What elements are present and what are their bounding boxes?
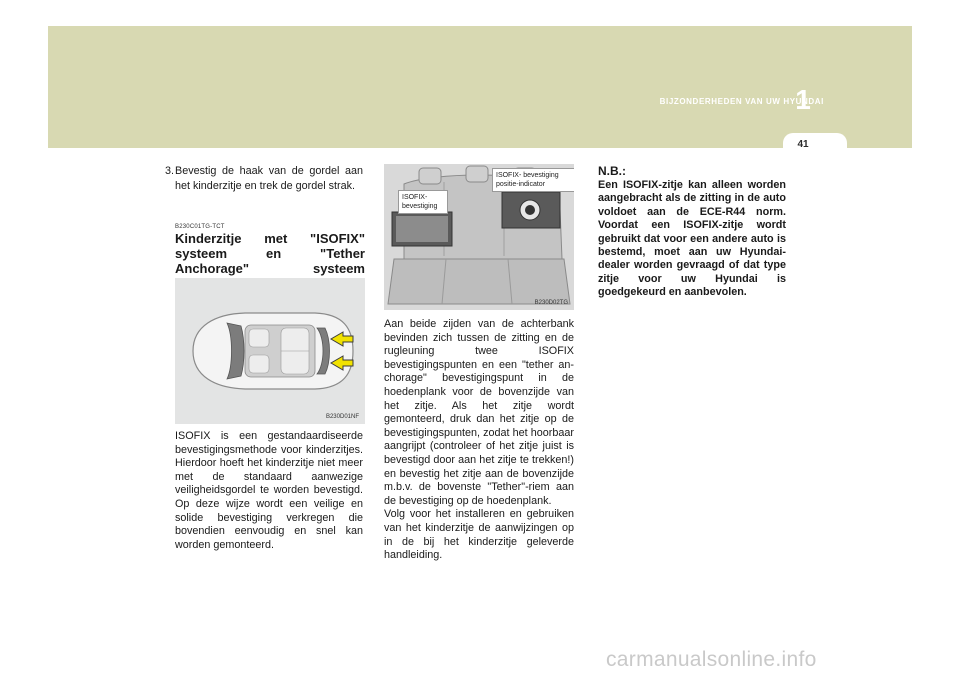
step-3 bbox=[165, 164, 363, 193]
paragraph-1: Aan beide zijden van de achterbank bevinden zich tussen de zitting en de rugleuning twee ISOFIX bevestigingspunten en een "tether an-chorage" bevestigingspunt in de hoedenplank voor de bovenzijde van het zitje. Als het zitje wordt gemonteerd, druk dan het zitje op de bevestigingspunten, zodat het hoorbaar aangrijpt (controleer of het zitje juist is bevestigd door aan het zitje te trekken!) en bevestig het zitje aan de bovenzijde m.b.v. de bovenste "Tether"-riem aan de bevestiging op de hoedenplank. bbox=[384, 318, 574, 507]
isofix-instructions bbox=[384, 318, 574, 563]
page-number: 41 bbox=[797, 139, 809, 150]
watermark: carmanualsonline.info bbox=[606, 648, 817, 671]
step-number: 3. bbox=[165, 165, 175, 177]
car-top-view-figure bbox=[175, 278, 365, 424]
chapter-number: 1 bbox=[795, 84, 811, 115]
isofix-paragraph: ISOFIX is een gestandaardiseerde bevestigingsmethode voor kinderzitjes. Hierdoor hoeft het kinderzitje niet meer met de standaard aanwezige veiligheidsgordel te worden bevestigd. Op deze wijze wordt een veilige en solide bevestiging verkregen die bovendien eenvoudig en snel kan worden gemonteerd. bbox=[175, 430, 363, 551]
paragraph-2: Volg voor het installeren en gebruiken van het kinderzitje de aanwijzingen op in de bij het kinderzitje geleverde handleiding. bbox=[384, 508, 574, 562]
car-top-view-illustration bbox=[175, 278, 365, 424]
section-title: Kinderzitje met "ISOFIX" systeem en "Tether Anchorage" systeem bbox=[175, 231, 365, 276]
rear-seat-figure bbox=[384, 164, 574, 310]
callout-isofix-indicator: ISOFIX- bevestiging positie-indicator bbox=[492, 168, 574, 192]
step-text: Bevestig de haak van de gordel aan het kinderzitje en trek de gordel strak. bbox=[175, 165, 363, 192]
figure-code: B230D01NF bbox=[325, 414, 359, 420]
note-text: Een ISOFIX-zitje kan alleen worden aangebracht als de zitting in de auto voldoet aan de ECE-R44 norm. Voordat een ISOFIX-zitje wordt gebruikt dat voor een andere auto is bestemd, moet aan uw Hyundai-dealer worden gevraagd of dat type zitje voor uw Hyundai is goedgekeurd en aanbevolen. bbox=[598, 179, 786, 299]
header-band bbox=[48, 26, 912, 148]
section-header-title: BIJZONDERHEDEN VAN UW HYUNDAI bbox=[659, 97, 824, 106]
note-title: N.B.: bbox=[598, 164, 626, 178]
callout-isofix-anchor: ISOFIX- bevestiging bbox=[398, 190, 448, 214]
figure-code: B230D02TG bbox=[534, 300, 568, 306]
section-code: B230C01TG-TCT bbox=[175, 224, 225, 230]
